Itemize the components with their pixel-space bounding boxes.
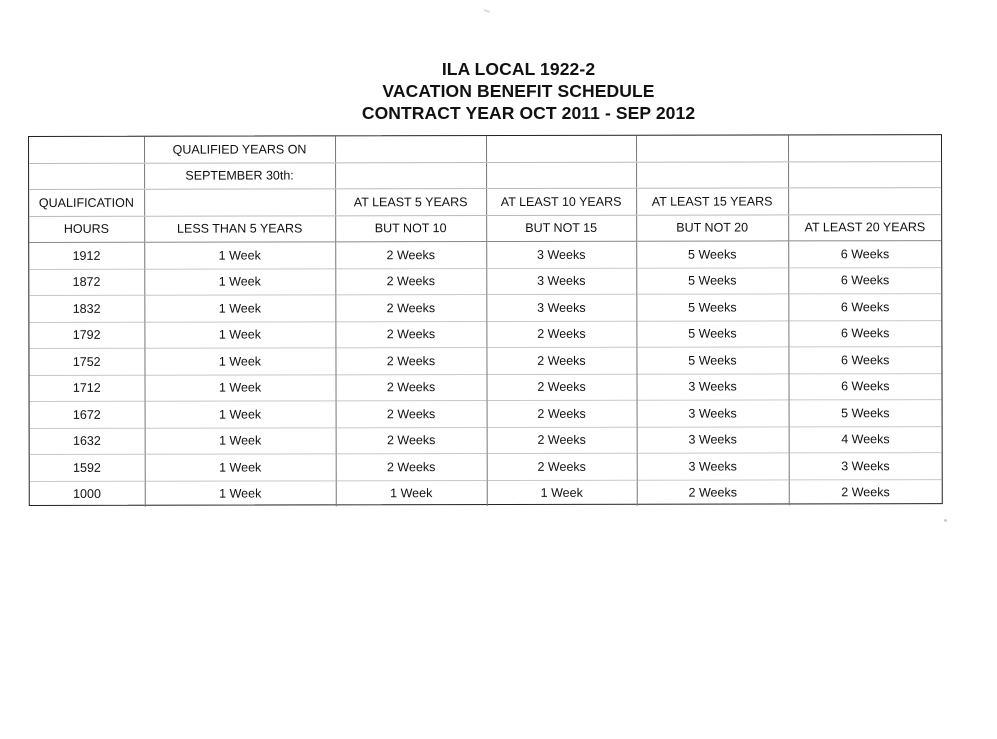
hours-cell: 1832 (29, 295, 144, 322)
table-row (29, 267, 941, 295)
weeks-cell: 2 Weeks (335, 374, 486, 401)
header-september-30th: SEPTEMBER 30th: (144, 162, 335, 189)
header-col3-bottom: BUT NOT 15 (486, 215, 636, 242)
header-cell-empty (144, 189, 335, 216)
weeks-cell: 4 Weeks (789, 426, 942, 453)
header-col4-bottom: BUT NOT 20 (636, 214, 788, 241)
weeks-cell: 3 Weeks (637, 426, 789, 453)
header-cell-empty (335, 136, 486, 162)
weeks-cell: 5 Weeks (789, 400, 942, 427)
header-cell-empty (29, 163, 144, 190)
weeks-cell: 6 Weeks (788, 294, 941, 321)
weeks-cell: 1 Week (144, 295, 335, 322)
hours-cell: 1712 (30, 375, 145, 402)
header-cell-empty (486, 162, 636, 189)
hours-cell: 1872 (29, 269, 144, 296)
weeks-cell: 1 Week (145, 374, 336, 401)
weeks-cell: 3 Weeks (637, 453, 789, 480)
header-cell-empty (788, 161, 941, 188)
weeks-cell: 1 Week (145, 480, 336, 506)
weeks-cell: 2 Weeks (486, 374, 636, 401)
weeks-cell: 2 Weeks (637, 479, 789, 505)
weeks-cell: 2 Weeks (335, 348, 486, 375)
header-cell-empty (788, 188, 941, 215)
hours-cell: 1632 (30, 428, 145, 455)
weeks-cell: 1 Week (144, 348, 335, 375)
weeks-cell: 5 Weeks (636, 241, 788, 268)
table-row (30, 373, 942, 401)
weeks-cell: 5 Weeks (636, 267, 788, 294)
title-line-1: ILA LOCAL 1922-2 (441, 59, 596, 79)
header-col3-top: AT LEAST 10 YEARS (486, 188, 636, 215)
title-line-2: VACATION BENEFIT SCHEDULE (382, 81, 655, 101)
scan-speck (484, 9, 490, 13)
hours-cell: 1592 (30, 454, 145, 481)
hours-cell: 1752 (29, 348, 144, 375)
weeks-cell: 2 Weeks (335, 242, 486, 269)
weeks-cell: 1 Week (336, 480, 487, 506)
weeks-cell: 2 Weeks (335, 268, 486, 295)
weeks-cell: 2 Weeks (336, 427, 487, 454)
weeks-cell: 2 Weeks (487, 427, 637, 454)
header-col4-top: AT LEAST 15 YEARS (636, 188, 788, 215)
header-cell-empty (788, 135, 941, 161)
document-title (0, 58, 997, 124)
weeks-cell: 6 Weeks (788, 373, 941, 400)
header-qualified-years-on: QUALIFIED YEARS ON (144, 136, 335, 162)
weeks-cell: 2 Weeks (335, 295, 486, 322)
weeks-cell: 2 Weeks (487, 453, 637, 480)
table-row (29, 347, 941, 375)
weeks-cell: 3 Weeks (486, 294, 636, 321)
weeks-cell: 6 Weeks (788, 267, 941, 294)
weeks-cell: 2 Weeks (789, 479, 942, 505)
weeks-cell: 1 Week (144, 242, 335, 269)
header-cell-empty (636, 161, 788, 188)
header-cell-empty (486, 136, 636, 162)
weeks-cell: 2 Weeks (487, 400, 637, 427)
weeks-cell: 5 Weeks (636, 320, 788, 347)
table-row (30, 479, 942, 507)
header-cell-empty (335, 162, 486, 189)
table-row (29, 294, 941, 322)
header-row-1 (29, 135, 941, 163)
header-col2-top: AT LEAST 5 YEARS (335, 189, 486, 216)
weeks-cell: 5 Weeks (636, 347, 788, 374)
weeks-cell: 1 Week (145, 454, 336, 481)
title-line-3: CONTRACT YEAR OCT 2011 - SEP 2012 (361, 103, 696, 123)
header-cell-empty (636, 135, 788, 161)
weeks-cell: 6 Weeks (788, 241, 941, 268)
weeks-cell: 2 Weeks (486, 347, 636, 374)
header-row-4 (29, 214, 941, 242)
hours-cell: 1792 (29, 322, 144, 349)
weeks-cell: 3 Weeks (486, 268, 636, 295)
weeks-cell: 2 Weeks (486, 321, 636, 348)
weeks-cell: 3 Weeks (486, 241, 636, 268)
header-col2-bottom: BUT NOT 10 (335, 215, 486, 242)
weeks-cell: 1 Week (145, 427, 336, 454)
header-hours: HOURS (63, 222, 110, 237)
weeks-cell: 2 Weeks (336, 401, 487, 428)
schedule-grid (29, 135, 942, 507)
header-qualification: QUALIFICATION (29, 189, 144, 216)
weeks-cell: 3 Weeks (789, 453, 942, 480)
header-cell-empty (29, 137, 144, 163)
vacation-schedule-table (28, 134, 943, 506)
weeks-cell: 3 Weeks (637, 400, 789, 427)
table-row (30, 453, 942, 481)
weeks-cell: 2 Weeks (336, 454, 487, 481)
hours-cell: 1000 (30, 481, 145, 507)
header-row-2 (29, 161, 941, 189)
header-col5: AT LEAST 20 YEARS (788, 214, 941, 241)
weeks-cell: 6 Weeks (788, 320, 941, 347)
weeks-cell: 1 Week (144, 321, 335, 348)
table-row (30, 426, 942, 454)
weeks-cell: 2 Weeks (335, 321, 486, 348)
table-row (29, 241, 941, 269)
table-row (30, 400, 942, 428)
weeks-cell: 1 Week (487, 480, 637, 506)
header-col1: LESS THAN 5 YEARS (144, 215, 335, 242)
weeks-cell: 6 Weeks (788, 347, 941, 374)
table-row (29, 320, 941, 348)
weeks-cell: 3 Weeks (636, 373, 788, 400)
hours-cell: 1672 (30, 401, 145, 428)
weeks-cell: 5 Weeks (636, 294, 788, 321)
hours-cell: 1912 (29, 242, 144, 269)
weeks-cell: 1 Week (145, 401, 336, 428)
header-row-3 (29, 188, 941, 216)
scan-speck (944, 519, 947, 522)
weeks-cell: 1 Week (144, 268, 335, 295)
